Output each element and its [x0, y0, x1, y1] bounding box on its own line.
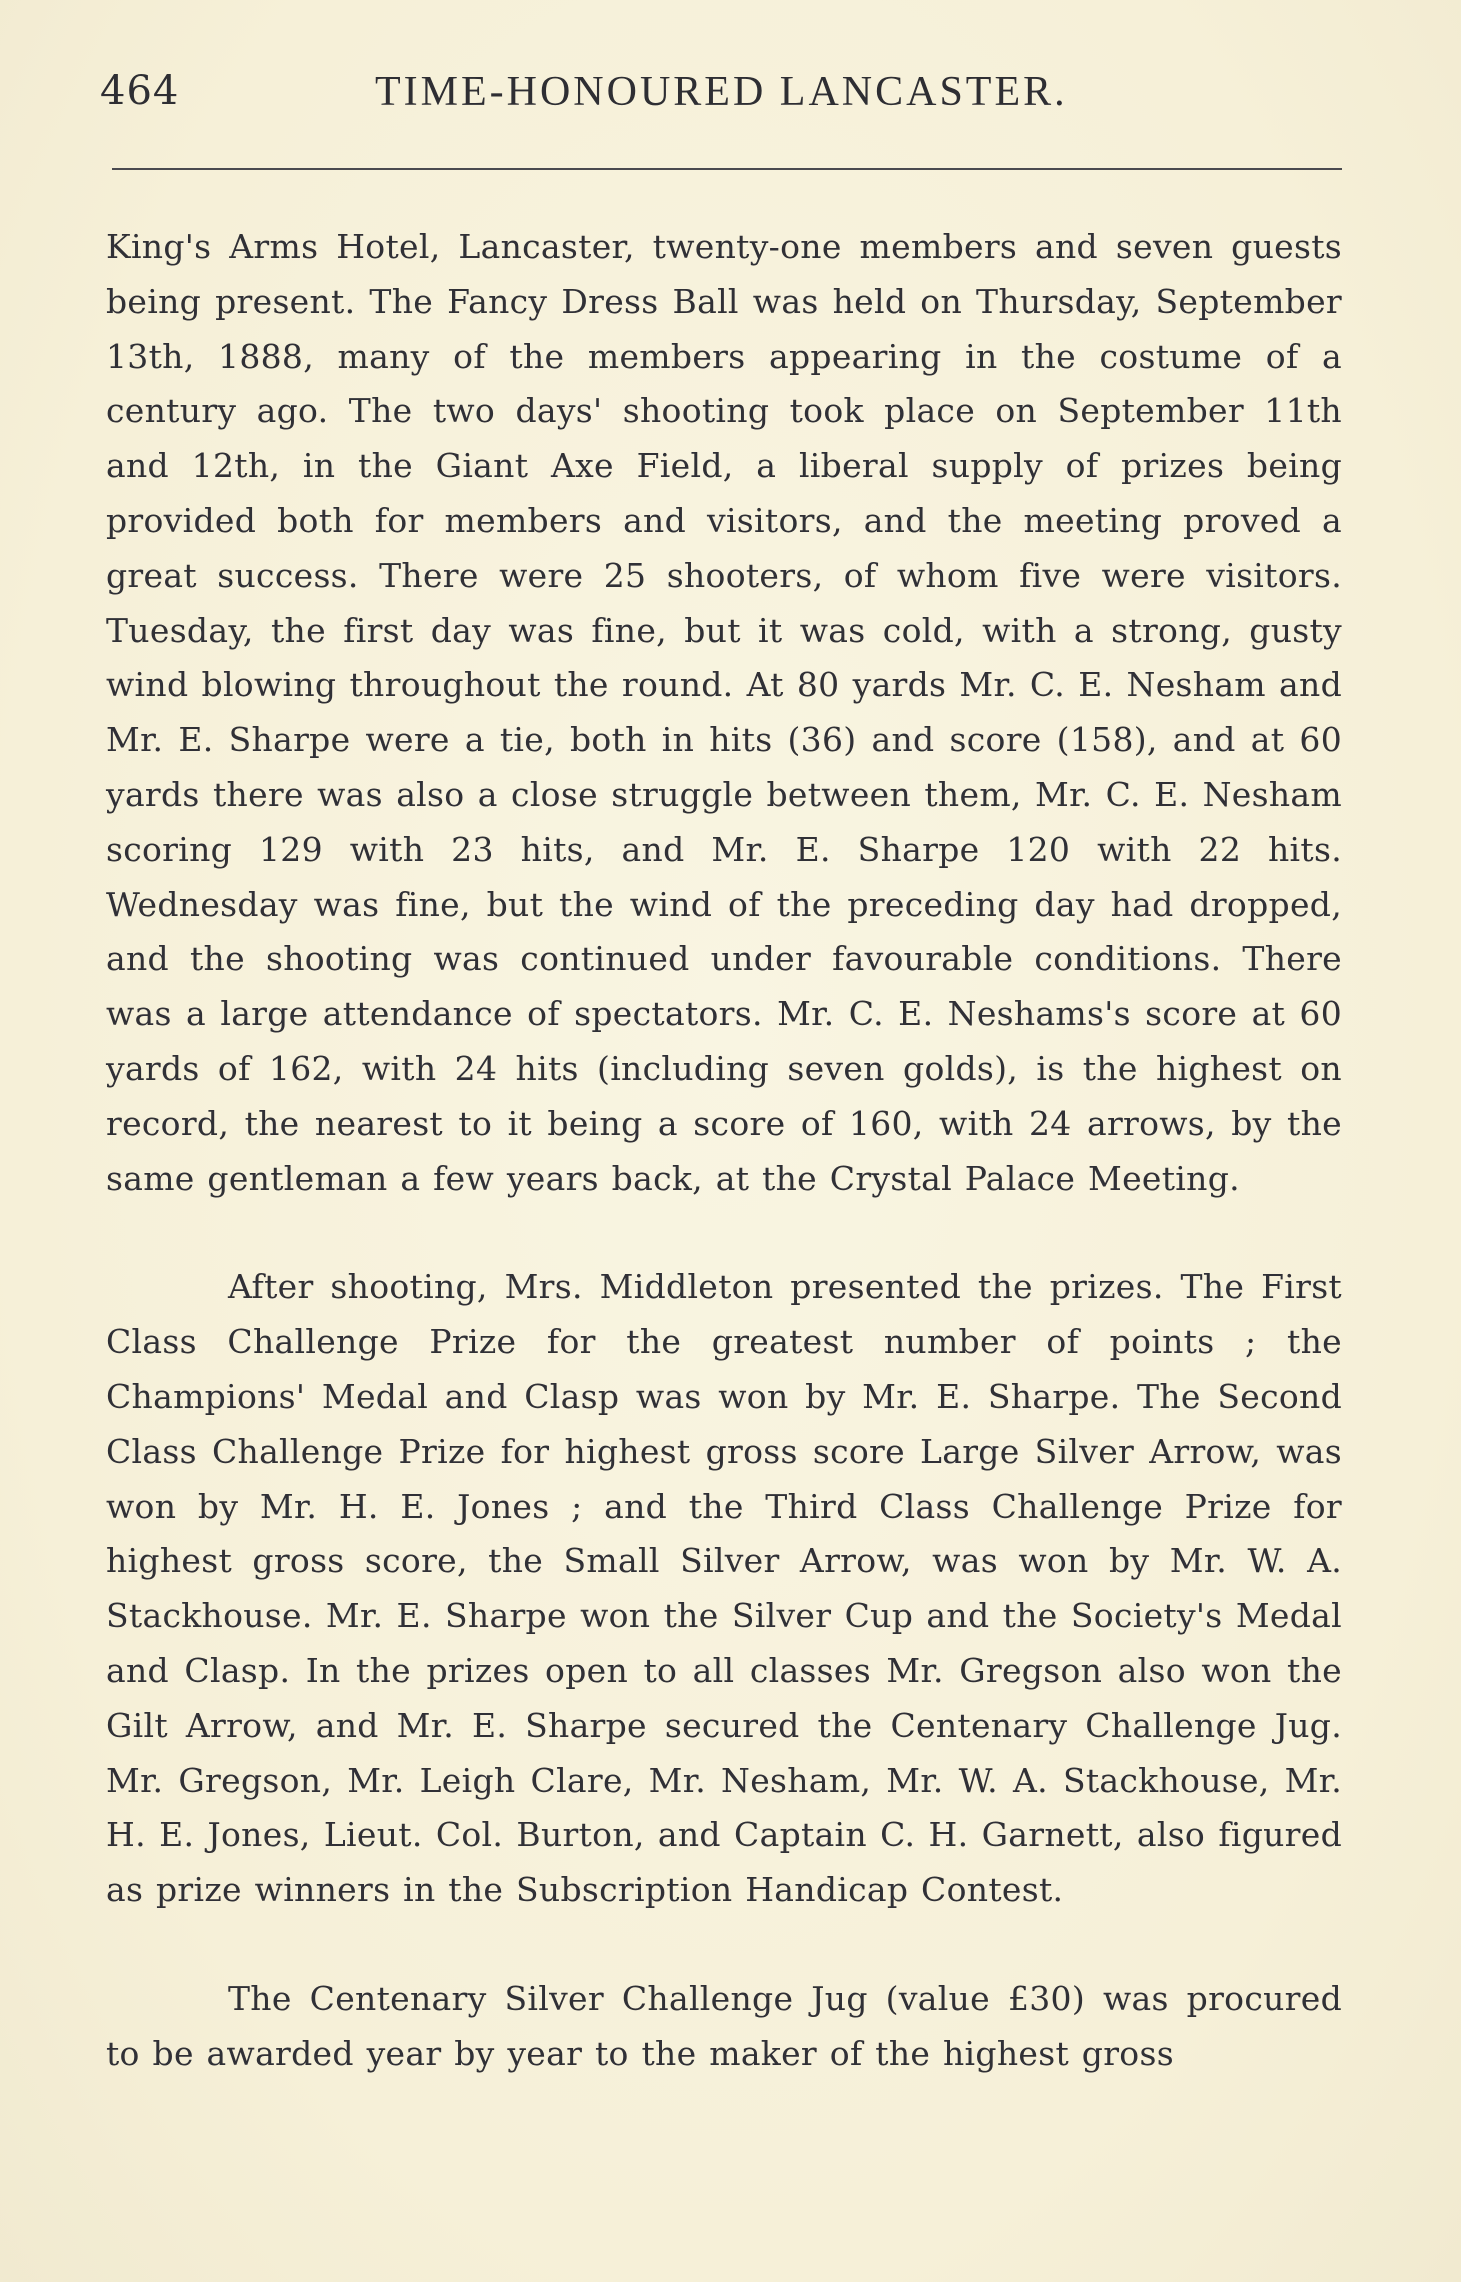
running-title: TIME-HONOURED LANCASTER. — [375, 69, 1068, 115]
paragraph-continuation: King's Arms Hotel, Lancaster, twenty-one members and seven guests being present. The Fancy Dress Ball was held on Thursday, September 13th, 1888, many of the members appearing in the costume of a century ago. The two days' shooting took place on September 11th and 12th, in the Giant Axe Field, a liberal supply of prizes being provided both for members and visitors, and the meeting proved a great success. There were 25 shooters, of whom five were visitors. Tuesday, the first day was fine, but it was cold, with a strong, gusty wind blowing throughout the round. At 80 yards Mr. C. E. Nesham and Mr. E. Sharpe were a tie, both in hits (36) and score (158), and at 60 yards there was also a close struggle between them, Mr. C. E. Nesham scoring 129 with 23 hits, and Mr. E. Sharpe 120 with 22 hits. Wednesday was fine, but the wind of the preceding day had dropped, and the shooting was continued under favourable conditions. There was a large attendance of spectators. Mr. C. E. Neshams's score at 60 yards of 162, with 24 hits (including seven golds), is the highest on record, the nearest to it being a score of 160, with 24 arrows, by the same gentleman a few years back, at the Crystal Palace Meeting. — [106, 227, 1342, 1198]
body-text — [106, 220, 1342, 2082]
paragraph-spacer — [106, 1206, 1342, 1260]
header-rule — [112, 168, 1342, 170]
running-head — [100, 68, 1340, 128]
paragraph-spacer — [106, 1918, 1342, 1972]
page-number: 464 — [100, 68, 180, 114]
paragraph-prizes: After shooting, Mrs. Middleton presented the prizes. The First Class Challenge Prize for the greatest number of points ; the Champions' Medal and Clasp was won by Mr. E. Sharpe. The Second Class Challenge Prize for highest gross score Large Silver Arrow, was won by Mr. H. E. Jones ; and the Third Class Challenge Prize for highest gross score, the Small Silver Arrow, was won by Mr. W. A. Stackhouse. Mr. E. Sharpe won the Silver Cup and the Society's Medal and Clasp. In the prizes open to all classes Mr. Gregson also won the Gilt Arrow, and Mr. E. Sharpe secured the Centenary Challenge Jug. Mr. Gregson, Mr. Leigh Clare, Mr. Nesham, Mr. W. A. Stackhouse, Mr. H. E. Jones, Lieut. Col. Burton, and Captain C. H. Garnett, also figured as prize winners in the Subscription Handicap Contest. — [106, 1267, 1342, 1910]
paragraph-centenary-jug: The Centenary Silver Challenge Jug (value £30) was procured to be awarded year by year to the maker of the highest gross — [106, 1978, 1342, 2073]
